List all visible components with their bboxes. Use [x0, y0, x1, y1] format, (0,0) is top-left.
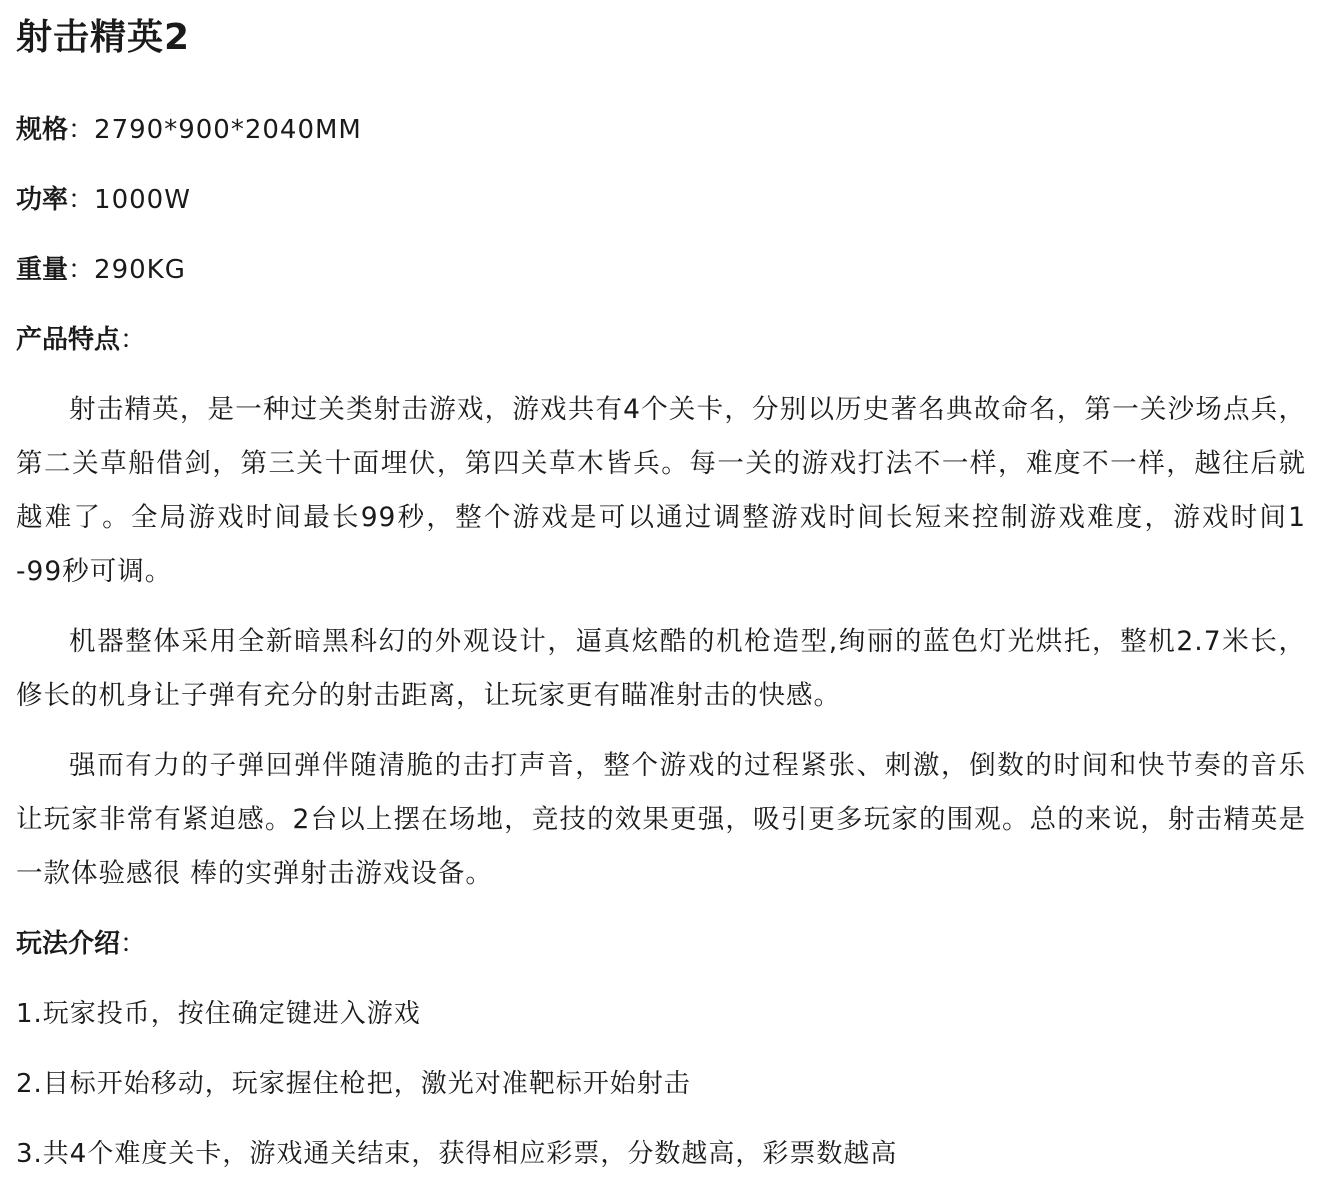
gameplay-step-2: 2.目标开始移动，玩家握住枪把，激光对准靶标开始射击	[16, 1069, 691, 1099]
features-paragraph-2: 机器整体采用全新暗黑科幻的外观设计，逼真炫酷的机枪造型,绚丽的蓝色灯光烘托，整机2.7米长，修长的机身让子弹有充分的射击距离，让玩家更有瞄准射击的快感。	[16, 626, 1306, 711]
spec-size	[16, 112, 362, 148]
spec-power	[16, 182, 191, 218]
features-heading-label: 产品特点	[16, 325, 121, 355]
spec-size-sep: ：	[68, 115, 95, 145]
features-paragraph-3: 强而有力的子弹回弹伴随清脆的击打声音，整个游戏的过程紧张、刺激，倒数的时间和快节奏的音乐让玩家非常有紧迫感。2台以上摆在场地，竞技的效果更强，吸引更多玩家的围观。总的来说，射击精英是一款体验感很 棒的实弹射击游戏设备。	[16, 750, 1306, 889]
spec-size-value: 2790*900*2040MM	[94, 115, 362, 145]
features-heading-sep: ：	[120, 325, 147, 355]
spec-weight	[16, 252, 186, 288]
gameplay-step-1: 1.玩家投币，按住确定键进入游戏	[16, 999, 421, 1029]
spec-weight-value: 290KG	[94, 255, 186, 285]
spec-weight-sep: ：	[68, 255, 95, 285]
gameplay-heading	[16, 926, 146, 962]
features-paragraph-1: 射击精英，是一种过关类射击游戏，游戏共有4个关卡，分别以历史著名典故命名，第一关沙场点兵，第二关草船借剑，第三关十面埋伏，第四关草木皆兵。每一关的游戏打法不一样，难度不一样，越往后就越难了。全局游戏时间最长99秒，整个游戏是可以通过调整游戏时间长短来控制游戏难度，游戏时间1 -99秒可调。	[16, 394, 1306, 587]
spec-power-label: 功率	[16, 185, 69, 215]
spec-power-value: 1000W	[94, 185, 191, 215]
spec-size-label: 规格	[16, 115, 69, 145]
gameplay-step-3: 3.共4个难度关卡，游戏通关结束，获得相应彩票，分数越高，彩票数越高	[16, 1139, 898, 1169]
spec-power-sep: ：	[68, 185, 95, 215]
gameplay-heading-label: 玩法介绍	[16, 929, 121, 959]
page-title: 射击精英2	[16, 17, 191, 58]
features-heading	[16, 322, 146, 358]
spec-weight-label: 重量	[16, 255, 69, 285]
gameplay-heading-sep: ：	[120, 929, 147, 959]
